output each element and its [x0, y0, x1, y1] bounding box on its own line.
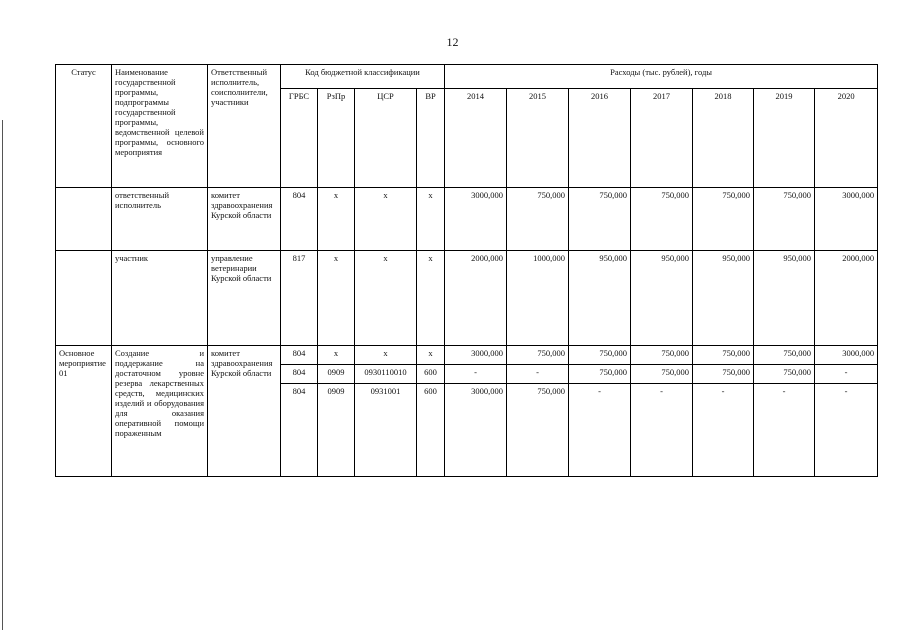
value-cell: 750,000 — [631, 188, 693, 251]
table-row-main-activity-total — [56, 346, 878, 365]
table-row-responsible — [56, 188, 878, 251]
year-header: 2015 — [507, 89, 569, 188]
value-cell: 3000,000 — [445, 346, 507, 365]
csr-cell: х — [355, 188, 417, 251]
year-header: 2014 — [445, 89, 507, 188]
rzpr-cell: х — [318, 251, 355, 346]
name-header: Наименование государственной программы, подпрограммы государственной программы, ведомственной целевой программы, основного мероприятия — [112, 65, 208, 188]
value-cell: - — [569, 384, 631, 477]
value-cell: - — [445, 365, 507, 384]
status-cell: Основное мероприятие 01 — [56, 346, 112, 477]
expenses-header: Расходы (тыс. рублей), годы — [445, 65, 878, 89]
value-cell: - — [815, 384, 878, 477]
status-header: Статус — [56, 65, 112, 188]
value-cell: 750,000 — [569, 346, 631, 365]
executor-cell: комитет здравоохранения Курской области — [208, 346, 281, 477]
status-cell-empty — [56, 188, 112, 251]
value-cell: 750,000 — [569, 365, 631, 384]
value-cell: - — [754, 384, 815, 477]
grbs-cell: 804 — [281, 384, 318, 477]
grbs-cell: 817 — [281, 251, 318, 346]
value-cell: 1000,000 — [507, 251, 569, 346]
page-edge-line — [2, 120, 3, 630]
year-header: 2020 — [815, 89, 878, 188]
value-cell: 3000,000 — [445, 188, 507, 251]
year-header: 2019 — [754, 89, 815, 188]
name-cell: ответственный исполнитель — [112, 188, 208, 251]
code-header-rzpr: РзПр — [318, 89, 355, 188]
value-cell: - — [507, 365, 569, 384]
vr-cell: х — [417, 346, 445, 365]
name-cell: Создание и поддержание на достаточном уровне резерва лекарственных средств, медицинских изделий и оборудования для оказания оперативной помощи пораженным — [112, 346, 208, 477]
csr-cell: 0930110010 — [355, 365, 417, 384]
value-cell: 750,000 — [754, 365, 815, 384]
grbs-cell: 804 — [281, 346, 318, 365]
grbs-cell: 804 — [281, 365, 318, 384]
value-cell: 3000,000 — [815, 188, 878, 251]
rzpr-cell: 0909 — [318, 384, 355, 477]
value-cell: 750,000 — [693, 188, 754, 251]
value-cell: 750,000 — [507, 346, 569, 365]
header-row-top — [56, 65, 878, 89]
year-header: 2017 — [631, 89, 693, 188]
vr-cell: 600 — [417, 365, 445, 384]
value-cell: 750,000 — [569, 188, 631, 251]
value-cell: - — [815, 365, 878, 384]
year-header: 2016 — [569, 89, 631, 188]
value-cell: 750,000 — [507, 188, 569, 251]
value-cell: 950,000 — [569, 251, 631, 346]
vr-cell: х — [417, 251, 445, 346]
executor-header: Ответственный исполнитель, соисполнители, участники — [208, 65, 281, 188]
rzpr-cell: х — [318, 188, 355, 251]
vr-cell: 600 — [417, 384, 445, 477]
code-header-vr: ВР — [417, 89, 445, 188]
year-header: 2018 — [693, 89, 754, 188]
value-cell: - — [631, 384, 693, 477]
code-header-csr: ЦСР — [355, 89, 417, 188]
grbs-cell: 804 — [281, 188, 318, 251]
page-number: 12 — [446, 35, 459, 49]
value-cell: - — [693, 384, 754, 477]
rzpr-cell: х — [318, 346, 355, 365]
value-cell: 3000,000 — [815, 346, 878, 365]
budget-code-header: Код бюджетной классификации — [281, 65, 445, 89]
value-cell: 750,000 — [631, 346, 693, 365]
csr-cell: х — [355, 251, 417, 346]
value-cell: 950,000 — [693, 251, 754, 346]
value-cell: 750,000 — [507, 384, 569, 477]
value-cell: 2000,000 — [815, 251, 878, 346]
value-cell: 950,000 — [631, 251, 693, 346]
csr-cell: 0931001 — [355, 384, 417, 477]
code-header-grbs: ГРБС — [281, 89, 318, 188]
value-cell: 750,000 — [631, 365, 693, 384]
table-row-participant — [56, 251, 878, 346]
value-cell: 2000,000 — [445, 251, 507, 346]
budget-table — [55, 64, 878, 477]
value-cell: 750,000 — [693, 346, 754, 365]
value-cell: 750,000 — [754, 188, 815, 251]
value-cell: 750,000 — [693, 365, 754, 384]
executor-cell: комитет здравоохранения Курской области — [208, 188, 281, 251]
csr-cell: х — [355, 346, 417, 365]
value-cell: 750,000 — [754, 346, 815, 365]
rzpr-cell: 0909 — [318, 365, 355, 384]
status-cell-empty — [56, 251, 112, 346]
name-cell: участник — [112, 251, 208, 346]
value-cell: 3000,000 — [445, 384, 507, 477]
executor-cell: управление ветеринарии Курской области — [208, 251, 281, 346]
vr-cell: х — [417, 188, 445, 251]
value-cell: 950,000 — [754, 251, 815, 346]
